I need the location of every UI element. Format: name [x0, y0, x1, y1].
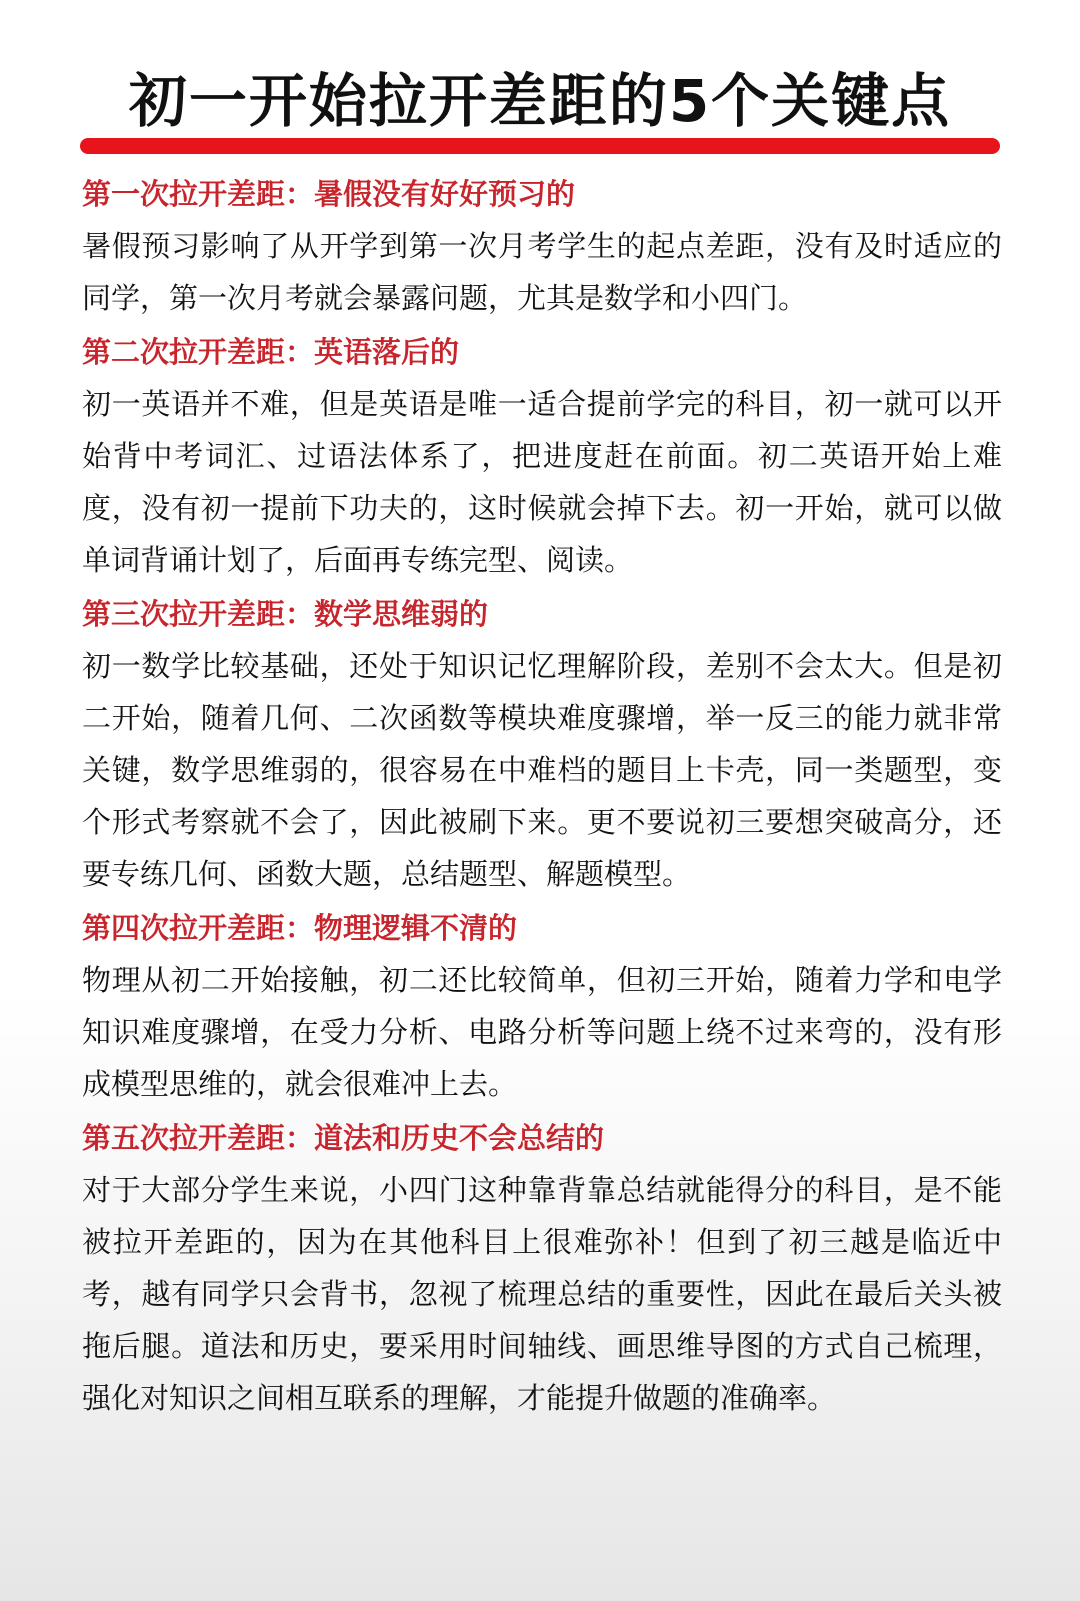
page-title: 初一开始拉开差距的5个关键点 [128, 66, 952, 135]
section-heading: 第二次拉开差距：英语落后的 [82, 335, 460, 369]
section-heading: 第四次拉开差距：物理逻辑不清的 [82, 911, 518, 945]
article-content [82, 168, 1002, 1426]
section-body: 暑假预习影响了从开学到第一次月考学生的起点差距，没有及时适应的同学，第一次月考就会暴露问题，尤其是数学和小四门。 [82, 229, 1002, 315]
section-heading: 第五次拉开差距：道法和历史不会总结的 [82, 1121, 605, 1155]
section-body: 对于大部分学生来说，小四门这种靠背靠总结就能得分的科目，是不能被拉开差距的，因为在其他科目上很难弥补！但到了初三越是临近中考，越有同学只会背书，忽视了梳理总结的重要性，因此在最后关头被拖后腿。道法和历史，要采用时间轴线、画思维导图的方式自己梳理，强化对知识之间相互联系的理解，才能提升做题的准确率。 [82, 1173, 1002, 1415]
section-2 [82, 326, 1002, 586]
section-body: 初一英语并不难，但是英语是唯一适合提前学完的科目，初一就可以开始背中考词汇、过语法体系了，把进度赶在前面。初二英语开始上难度，没有初一提前下功夫的，这时候就会掉下去。初一开始，就可以做单词背诵计划了，后面再专练完型、阅读。 [82, 387, 1002, 577]
section-5 [82, 1112, 1002, 1424]
section-heading: 第一次拉开差距：暑假没有好好预习的 [82, 177, 576, 211]
section-body: 物理从初二开始接触，初二还比较简单，但初三开始，随着力学和电学知识难度骤增，在受力分析、电路分析等问题上绕不过来弯的，没有形成模型思维的，就会很难冲上去。 [82, 963, 1002, 1101]
section-4 [82, 902, 1002, 1110]
section-body: 初一数学比较基础，还处于知识记忆理解阶段，差别不会太大。但是初二开始，随着几何、二次函数等模块难度骤增，举一反三的能力就非常关键，数学思维弱的，很容易在中难档的题目上卡壳，同一类题型，变个形式考察就不会了，因此被刷下来。更不要说初三要想突破高分，还要专练几何、函数大题，总结题型、解题模型。 [82, 649, 1002, 891]
title-divider [80, 138, 1000, 154]
section-heading: 第三次拉开差距：数学思维弱的 [82, 597, 489, 631]
section-3 [82, 588, 1002, 900]
section-1 [82, 168, 1002, 324]
